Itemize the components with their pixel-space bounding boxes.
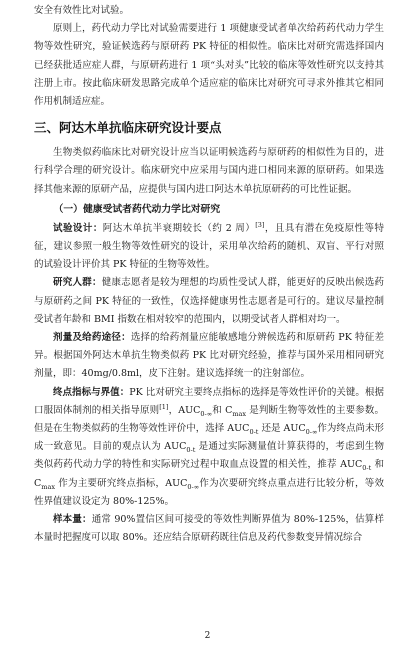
sample-size-text: 通常 90%置信区间可接受的等效性判断界值为 80%-125%，估算样本量时把握度可以取 80%。还应结合原研药既往信息及药代参数变异情况综合	[34, 514, 384, 544]
sample-size-label: 样本量：	[53, 514, 92, 526]
endpoints-text-5: 还是 AUC	[258, 423, 306, 435]
endpoints-label: 终点指标与界值：	[53, 386, 130, 398]
subscript-auc-inf: 0-∞	[187, 482, 200, 491]
paragraph-sample-size	[34, 511, 384, 547]
subscript-auc-inf: 0-∞	[305, 427, 318, 436]
endpoints-text-9: 作为主要研究终点指标，AUC	[55, 477, 188, 489]
subscript-cmax: max	[41, 482, 55, 491]
paragraph-section-intro: 生物类似药临床比对研究设计应当以证明候选药与原研药的相似性为目的，进行科学合理的研究设计。临床研究中应采用与国内进口相同来源的原研药。如果选择其他来源的原研产品，应提供与国内进口阿达木单抗原研药的可比性证据。	[34, 147, 384, 195]
trial-design-text-a: 阿达木单抗半衰期较长（约 2 周）	[102, 222, 256, 234]
endpoints-text-10: 作为次要研究终点重点进行比较分析，等效性界值建议设定为 80%-125%。	[34, 477, 384, 507]
subsection-heading: （一）健康受试者药代动力学比对研究	[53, 203, 221, 215]
endpoints-text-4: 是判断生物等效性的主要参数。但是在生物类似药的生物等效性评价中，选择 AUC	[34, 404, 384, 435]
page-number: 2	[204, 631, 211, 641]
paragraph-endpoints	[34, 384, 384, 511]
paragraph-study-population	[34, 274, 384, 329]
endpoints-text-1: PK 比对研究主要终点指标的选择是等效性评价的关键。根据口服固体制剂的相关指导原则	[34, 386, 384, 416]
paragraph-dose-route	[34, 329, 384, 384]
subscript-auc-t: 0-t	[362, 464, 372, 473]
study-population-label: 研究人群：	[53, 277, 102, 289]
subscript-auc-t: 0-t	[249, 427, 259, 436]
section-heading: 三、阿达木单抗临床研究设计要点	[34, 120, 222, 136]
dose-route-text: 选择的给药剂量应能敏感地分辨候选药和原研药 PK 特征差异。根据国外阿达木单抗生物类似药 PK 比对研究经验，推荐与国外采用相同研究剂量，即：40mg/0.8ml，皮下注射。建议选择统一的注射部位。	[34, 332, 384, 380]
citation-ref-3: [3]	[255, 220, 265, 229]
subscript-cmax: max	[232, 409, 247, 418]
endpoints-text-2: ，AUC	[168, 404, 201, 416]
endpoints-text-3: 和 C	[212, 404, 233, 416]
page-body	[34, 2, 384, 547]
citation-ref-1: [1]	[159, 402, 169, 411]
paragraph-top-line: 安全有效性比对试验。	[34, 5, 130, 16]
endpoints-text-6: 作为终点尚未形成一致意见。目前的观点认为 AUC	[34, 423, 384, 453]
subscript-auc-inf: 0-∞	[200, 409, 213, 418]
paragraph-pk-principle: 原则上，药代动力学比对试验需要进行 1 项健康受试者单次给药药代动力学生物等效性研究，验证候选药与原研药 PK 特征的相似性。临床比对研究需选择国内已经获批适应症人群，与原研药进行 1 项“头对头”比较的临床等效性研究以支持其注册上市。按此临床研发思路完成单个适应症的临床比对研究可寻求外推其它相同作用机制适应症。	[34, 23, 384, 108]
subscript-auc-t: 0-t	[186, 446, 196, 455]
trial-design-label: 试验设计：	[53, 222, 103, 234]
endpoints-text-8: 和 C	[34, 459, 384, 489]
paragraph-trial-design	[34, 220, 384, 275]
trial-design-text-b: ，且具有潜在免疫原性等特征，建议参照一般生物等效性研究的设计，采用单次给药的随机、双盲、平行对照的试验设计评价其 PK 特征的生物等效性。	[34, 222, 384, 271]
study-population-text: 健康志愿者是较为理想的均质性受试人群，能更好的反映出候选药与原研药之间 PK 特征的一致性，仅选择健康男性志愿者是可行的。建议尽量控制受试者年龄和 BMI 指数在相对较窄的范围内，以期受试者人群相对均一。	[34, 277, 384, 325]
dose-route-label: 剂量及给药途径：	[53, 332, 131, 344]
endpoints-text-7: 是通过实际测量值计算获得的，考虑到生物类似药药代动力学的特性和实际研究过程中取血点设置的相关性，推荐 AUC	[34, 441, 384, 471]
